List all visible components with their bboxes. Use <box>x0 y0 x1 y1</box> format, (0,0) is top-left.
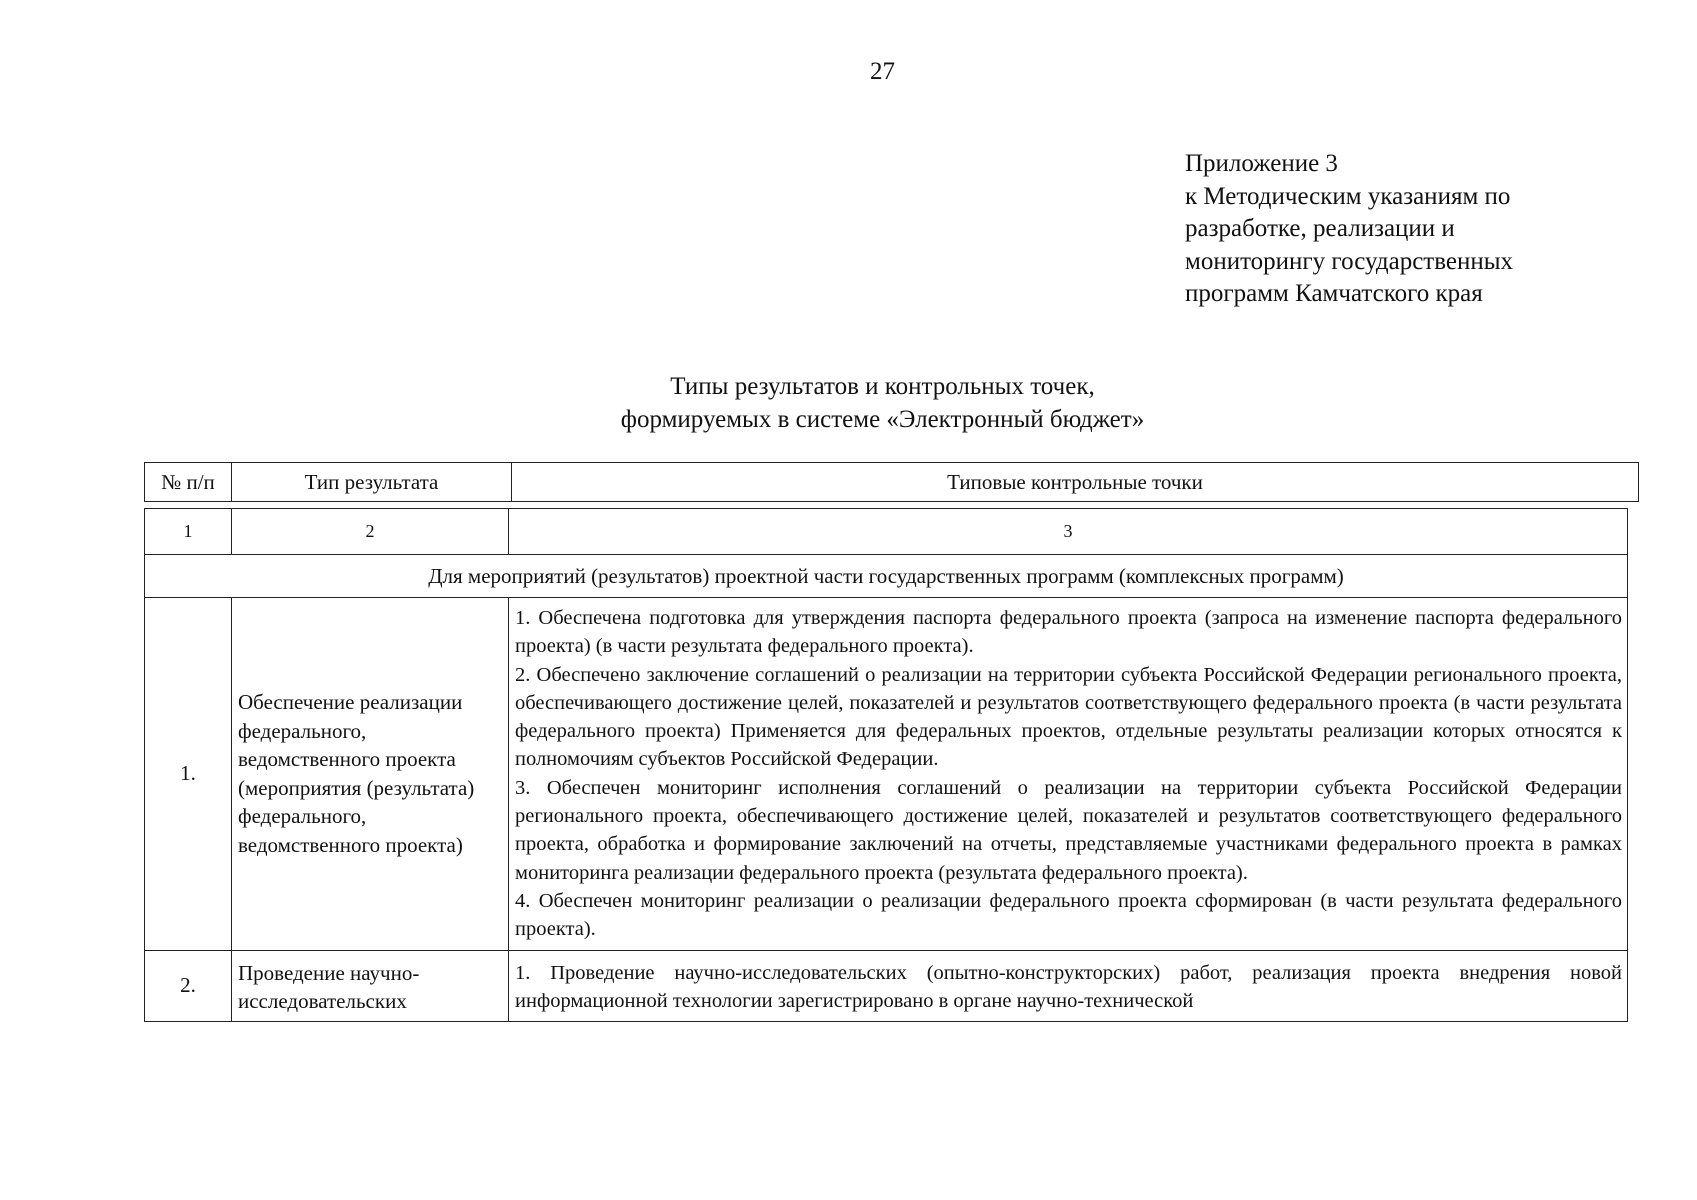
results-table <box>144 508 1628 1022</box>
page-number: 27 <box>870 58 895 85</box>
table-row <box>145 950 1628 1021</box>
column-number-row <box>145 509 1628 555</box>
appendix-line: мониторингу государственных <box>1185 247 1514 275</box>
column-number-cell: 2 <box>232 509 509 555</box>
header-cell-number: № п/п <box>145 463 232 502</box>
appendix-line: к Методическим указаниям по <box>1185 182 1511 210</box>
control-point: 4. Обеспечен мониторинг реализации о реализации федерального проекта сформирован (в части результата федерального проекта). <box>515 889 1622 941</box>
title-line-1: Типы результатов и контрольных точек, <box>670 373 1095 400</box>
control-point: 1. Проведение научно-исследовательских (опытно-конструкторских) работ, реализация проекта внедрения новой информационной технологии зарегистрировано в органе научно-технической <box>515 961 1622 1012</box>
column-number-cell: 3 <box>509 509 1628 555</box>
appendix-line: Приложение 3 <box>1185 150 1338 177</box>
control-point: 2. Обеспечено заключение соглашений о реализации на территории субъекта Российской Федерации регионального проекта, обеспечивающего достижение целей, показателей и результатов соответствующего федерального проекта (в части результата федерального проекта) Применяется для федеральных проектов, отдельные результаты реализации которых относятся к полномочиям субъектов Российской Федерации. <box>515 663 1622 771</box>
column-number-cell: 1 <box>145 509 232 555</box>
control-points <box>509 950 1628 1021</box>
row-number: 1. <box>145 598 232 951</box>
section-heading: Для мероприятий (результатов) проектной части государственных программ (комплексных программ) <box>145 555 1628 598</box>
result-type: Обеспечение реализации федерального, ведомственного проекта (мероприятия (результата) федерального, ведомственного проекта) <box>232 598 509 951</box>
row-number: 2. <box>145 950 232 1021</box>
title-line-2: формируемых в системе «Электронный бюджет» <box>620 406 1145 433</box>
appendix-line: разработке, реализации и <box>1185 215 1455 242</box>
control-point: 1. Обеспечена подготовка для утверждения паспорта федерального проекта (запроса на изменение паспорта федерального проекта) (в части результата федерального проекта). <box>515 607 1622 658</box>
appendix-block <box>1185 148 1605 311</box>
table-row <box>145 598 1628 951</box>
table-header <box>144 462 1639 502</box>
header-cell-points: Типовые контрольные точки <box>512 463 1639 502</box>
header-cell-type: Тип результата <box>232 463 512 502</box>
control-points <box>509 598 1628 951</box>
result-type: Проведение научно-исследовательских <box>232 950 509 1021</box>
appendix-line: программ Камчатского края <box>1185 280 1483 307</box>
control-point: 3. Обеспечен мониторинг исполнения соглашений о реализации на территории субъекта Российской Федерации регионального проекта, обеспечивающего достижение целей, показателей и результатов соответствующего федерального проекта, обработка и формирование заключений на отчеты, представляемые участниками федерального проекта в рамках мониторинга реализации федерального проекта (результата федерального проекта). <box>515 776 1622 884</box>
document-title <box>0 370 1697 436</box>
section-heading-row <box>145 555 1628 598</box>
